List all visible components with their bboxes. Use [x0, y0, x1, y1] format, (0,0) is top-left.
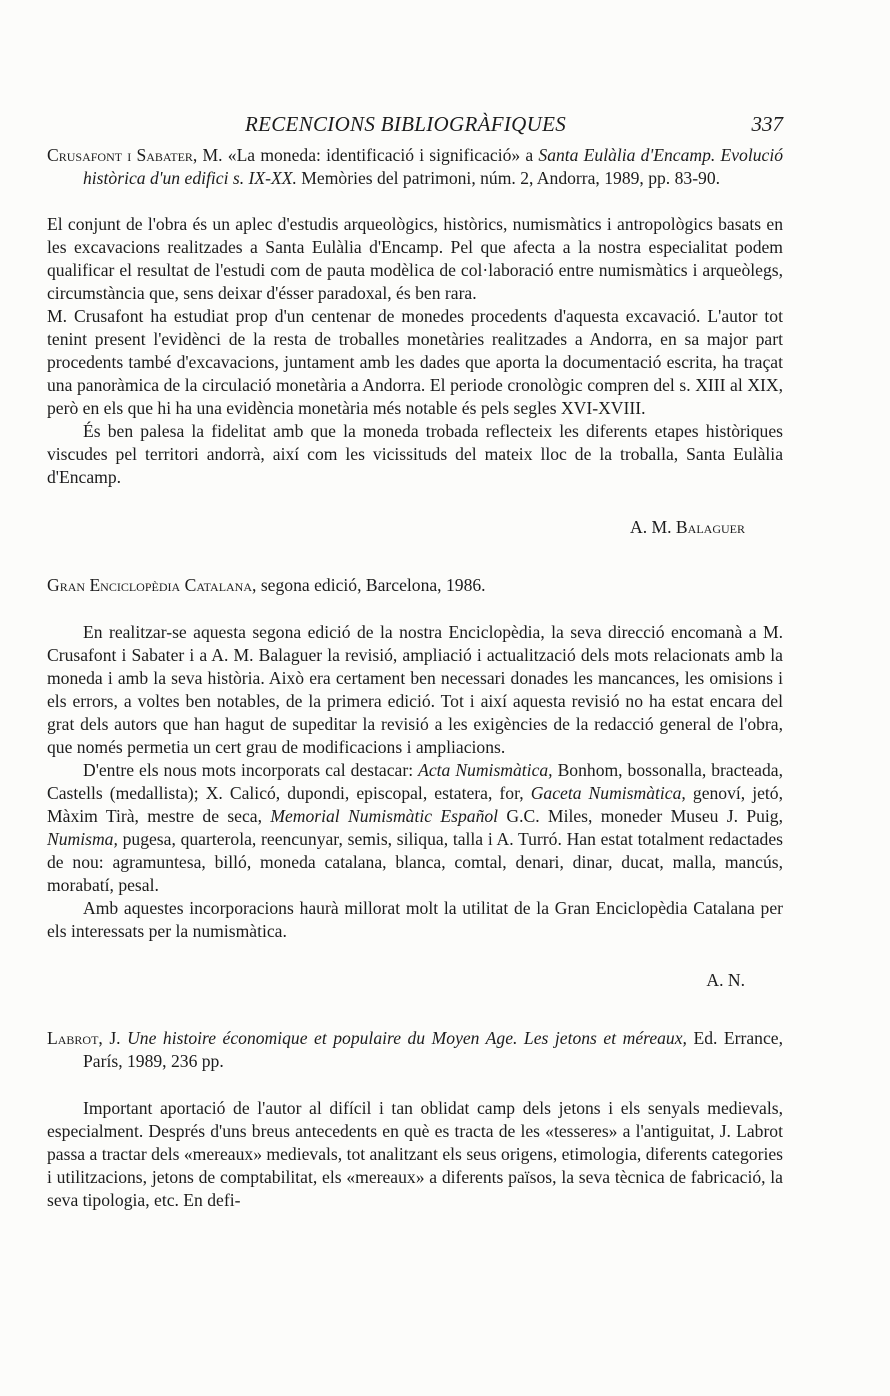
- text-run: pugesa, quarterola, reencunyar, semis, siliqua, talla i A. Turró. Han estat totalment redactades de nou: agramuntesa, billó, moneda catalana, blanca, comtal, denari, dinar, ducat, malla, mancús, morabatí, pesal.: [47, 829, 783, 895]
- review1-paragraph-1: El conjunt de l'obra és un aplec d'estudis arqueològics, històrics, numismàtics i antropològics basats en les excavacions realitzades a Santa Eulàlia d'Encamp. Pel que afecta a la nostra especialitat podem qualificar el resultat de l'estudi com de pauta modèlica de col·laboració entre numismàtics i arqueòlegs, circumstància que, sens deixar d'ésser paradoxal, és ben rara.: [47, 214, 783, 303]
- running-title: RECENCIONS BIBLIOGRÀFIQUES: [245, 112, 567, 136]
- citation-book-title: Santa Eulàlia d'Encamp. Evolució històrica d'un edifici s. IX-XX.: [83, 145, 783, 188]
- page: [47, 112, 783, 1212]
- citation-author: Labrot, J.: [47, 1028, 121, 1048]
- citation-details: Memòries del patrimoni, núm. 2, Andorra, 1989, pp. 83-90.: [301, 168, 721, 188]
- review1-paragraph-3: És ben palesa la fidelitat amb que la moneda trobada reflecteix les diferents etapes històriques viscudes pel territori andorrà, així com les vicissituds del mateix lloc de la troballa, Santa Eulàlia d'Encamp.: [47, 421, 783, 487]
- text-run: G.C. Miles, moneder Museu J. Puig,: [506, 806, 783, 826]
- citation-title: Gran Enciclopèdia Catalana,: [47, 575, 257, 595]
- italic-term: Gaceta Numismàtica,: [530, 783, 686, 803]
- page-number: 337: [751, 112, 783, 136]
- signature-an: A. N.: [706, 970, 745, 990]
- citation-author: Crusafont i Sabater, M.: [47, 145, 223, 165]
- citation-article-title: «La moneda: identificació i significació» a: [227, 145, 534, 165]
- review2-paragraph-1: En realitzar-se aquesta segona edició de la nostra Enciclopèdia, la seva direcció encomanà a M. Crusafont i Sabater i a A. M. Balaguer la revisió, ampliació i actualització dels mots relacionats amb la moneda i amb la seva història. Això era certament ben necessari donades les mancances, les omisions i els errors, a voltes ben notables, de la primera edició. Tot i així aquesta revisió no ha estat encara del grat dels autors que han hagut de supeditar la revisió a les exigències de la redacció general de l'obra, que només permetia un cert grau de modificacions i ampliacions.: [47, 622, 783, 757]
- review2-paragraph-3: Amb aquestes incorporacions haurà millorat molt la utilitat de la Gran Enciclopèdia Catalana per els interessats per la numismàtica.: [47, 898, 783, 941]
- citation-crusafont: [47, 144, 783, 190]
- citation-details: Ed. Errance, París, 1989, 236 pp.: [83, 1028, 783, 1071]
- text-run: D'entre els nous mots incorporats cal destacar:: [83, 760, 414, 780]
- review2-signature: [47, 969, 783, 992]
- italic-term: Memorial Numismàtic Español: [270, 806, 499, 826]
- review1-signature: [47, 516, 783, 539]
- review2-paragraph-2: [47, 759, 783, 897]
- italic-term: Acta Numismàtica,: [418, 760, 553, 780]
- citation-labrot: [47, 1027, 783, 1073]
- italic-term: Numisma,: [47, 829, 118, 849]
- running-header: [47, 112, 783, 142]
- text-run: genoví, jetó, Màxim Tirà, mestre de seca,: [47, 783, 784, 826]
- review3-paragraph-1: Important aportació de l'autor al difícil i tan oblidat camp dels jetons i els senyals medievals, especialment. Després d'uns breus antecedents en què es tracta de les «tesseres» a l'antiguitat, J. Labrot passa a tractar dels «mereaux» medievals, tot analitzant els seus origens, etimologia, diferents categories i utilitzacions, jetons de comptabilitat, els «mereaux» a diferents països, la seva tècnica de fabricació, la seva tipologia, etc. En defi-: [47, 1098, 783, 1210]
- citation-gran-enciclopedia: [47, 574, 783, 597]
- text-run: Bonhom, bossonalla, bracteada, Castells (medallista); X. Calicó, dupondi, episcopal, estatera, for,: [47, 760, 783, 803]
- citation-book-title: Une histoire économique et populaire du Moyen Age. Les jetons et méreaux,: [127, 1028, 687, 1048]
- signature-balaguer: A. M. Balaguer: [629, 517, 745, 537]
- citation-details: segona edició, Barcelona, 1986.: [260, 575, 486, 595]
- review1-paragraph-2: M. Crusafont ha estudiat prop d'un centenar de monedes procedents d'aquesta excavació. L'autor tot tenint present l'evidènci de la resta de troballes monetàries realitzades a Andorra, en sa major part procedents també d'excavacions, juntament amb les dades que aporta la documentació escrita, ha traçat una panoràmica de la circulació monetària a Andorra. El periode cronològic compren del s. XIII al XIX, però en els que hi ha una evidència monetària més notable és pels segles XVI-XVIII.: [47, 306, 783, 418]
